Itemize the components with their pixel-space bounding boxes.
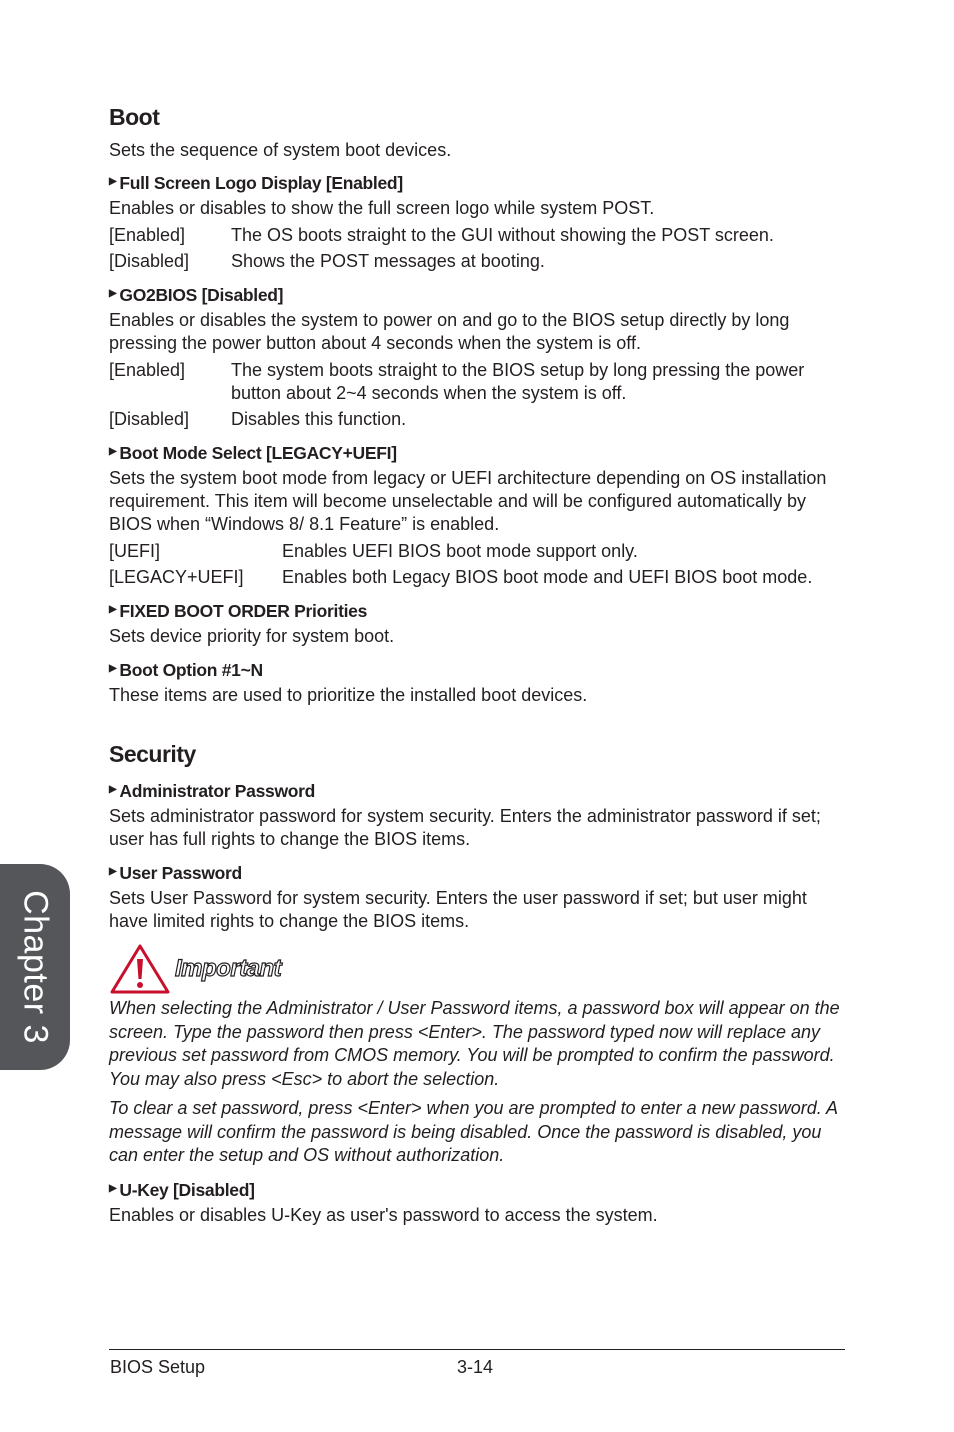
triangle-bullet-icon: ▶	[109, 176, 117, 187]
triangle-bullet-icon: ▶	[109, 1182, 117, 1194]
boot-section-title: Boot	[109, 104, 160, 130]
item-description: Enables or disables the system to power on and go to the BIOS setup directly by long pressing the power button about 4 seconds when the system is off.	[109, 310, 790, 353]
item-title: ▶ FIXED BOOT ORDER Priorities	[109, 601, 368, 621]
triangle-bullet-icon: ▶	[109, 604, 117, 615]
item-title: ▶ Boot Mode Select [LEGACY+UEFI]	[109, 443, 397, 463]
option-row: [Enabled] The system boots straight to the BIOS setup by long pressing the power button about 2~4 seconds when the system is off.	[109, 360, 805, 403]
item-description: Enables or disables to show the full screen logo while system POST.	[109, 198, 655, 218]
item-description: Sets device priority for system boot.	[109, 626, 395, 646]
important-note: When selecting the Administrator / User Password items, a password box will appear on the screen. Type the password then press <Enter>. The password typed now will replace any previous set password from CMOS memory. You will be prompted to confirm the password. You may also press <Esc> to abort the selection.	[109, 998, 840, 1089]
triangle-bullet-icon: ▶	[109, 288, 117, 299]
important-note: To clear a set password, press <Enter> when you are prompted to enter a new password. A message will confirm the password is being disabled. Once the password is disabled, you can enter the setup and OS without authorization.	[109, 1098, 838, 1165]
triangle-bullet-icon: ▶	[109, 784, 117, 795]
manual-page	[109, 104, 849, 1238]
boot-intro: Sets the sequence of system boot devices.	[109, 140, 452, 160]
chapter-tab-label: Chapter 3	[16, 890, 55, 1044]
footer-section-name: BIOS Setup	[110, 1357, 206, 1377]
option-row: [Disabled] Shows the POST messages at booting.	[109, 251, 545, 271]
option-row: [UEFI] Enables UEFI BIOS boot mode support only.	[109, 541, 638, 561]
item-description: Sets User Password for system security. Enters the user password if set; but user might have limited rights to change the BIOS items.	[109, 888, 807, 931]
footer-page-number: 3-14	[457, 1357, 494, 1377]
security-section-title: Security	[109, 741, 196, 767]
option-row: [Disabled] Disables this function.	[109, 409, 407, 429]
triangle-bullet-icon: ▶	[109, 663, 117, 674]
important-label: Important	[175, 955, 282, 982]
item-title: ▶ Boot Option #1~N	[109, 660, 263, 680]
chapter-tab	[0, 864, 70, 1070]
boot-item-go2bios	[109, 284, 849, 431]
security-item-admin-password	[109, 780, 849, 851]
boot-item-boot-mode-select	[109, 442, 849, 589]
item-description: These items are used to prioritize the installed boot devices.	[109, 685, 588, 705]
warning-triangle-icon	[109, 943, 171, 995]
option-row: [Enabled] The OS boots straight to the GUI without showing the POST screen.	[109, 225, 774, 245]
item-title: ▶ U-Key [Disabled]	[109, 1179, 255, 1200]
item-title: ▶ GO2BIOS [Disabled]	[109, 285, 284, 305]
boot-item-boot-option	[109, 659, 849, 707]
item-description: Enables or disables U-Key as user's password to access the system.	[109, 1204, 658, 1225]
security-item-ukey	[109, 1179, 849, 1227]
triangle-bullet-icon: ▶	[109, 446, 117, 457]
triangle-bullet-icon: ▶	[109, 866, 117, 877]
footer-divider	[109, 1349, 845, 1350]
option-row: [LEGACY+UEFI] Enables both Legacy BIOS boot mode and UEFI BIOS boot mode.	[109, 567, 813, 587]
security-item-user-password	[109, 862, 849, 933]
item-description: Sets administrator password for system security. Enters the administrator password if set; user has full rights to change the BIOS items.	[109, 806, 821, 849]
item-title: ▶ Administrator Password	[109, 781, 316, 801]
item-title: ▶ Full Screen Logo Display [Enabled]	[109, 173, 403, 193]
item-title: ▶ User Password	[109, 863, 242, 883]
item-description: Sets the system boot mode from legacy or UEFI architecture depending on OS installation requirement. This item will become unselectable and will be configured automatically by BIOS when “Windows 8/ 8.1 Feature” is enabled.	[109, 468, 827, 534]
boot-item-full-screen-logo	[109, 172, 849, 273]
important-callout-header	[109, 943, 849, 995]
boot-item-fixed-boot-order	[109, 600, 849, 648]
